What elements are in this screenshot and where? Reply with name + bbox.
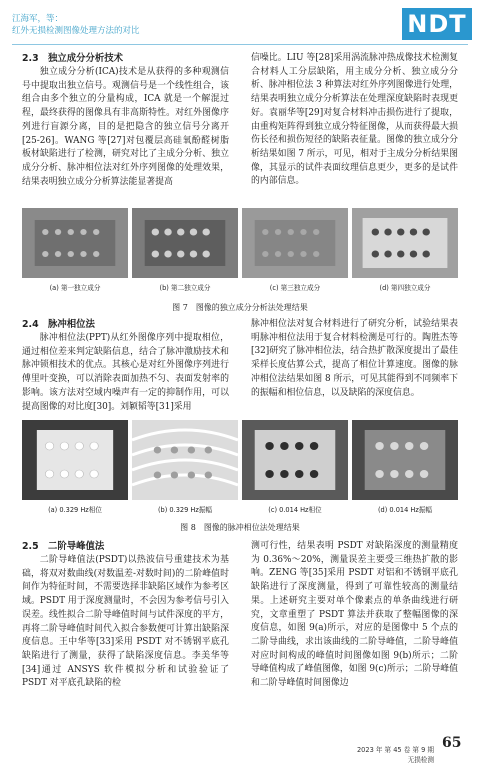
paragraph: 独立成分分析(ICA)技术是从获得的多种观测信号中提取出独立信号。观测信号是一个线性组合，该组合由多个独立的分量构成，ICA 就是一个解混过程，最终获得的图像具有非高斯特性。对红外图像序列进行盲源分离，目的是把隐含的独立信号分离开[25-26]。WANG 等[27]对包覆层高硅氧酚醛树脂板材缺陷进行了检测，研究对比了主成分分析、独立成分分析、脉冲相位法对红外序列图像的处理效果，结果表明独立成分分析算法能显著提高 [22,67,229,187]
pulse-phase-image [242,420,348,500]
figure-7-panel-c [242,208,348,292]
section-2-5-left-column [22,540,229,691]
journal-logo: NDT [402,8,472,40]
section-heading: 2.3 独立成分分析技术 [22,53,123,64]
caption-number: 图 8 [180,523,196,532]
figure-7 [22,208,458,292]
figure-8-panel-c [242,420,348,514]
panel-label: (b) 0.329 Hz振幅 [157,506,212,514]
figure-8-panel-b [132,420,238,514]
panel-label: (a) 第一独立成分 [49,284,101,292]
paragraph: 二阶导峰值法(PSDT)以热波信号重建技术为基础，将双对数曲线(对数温差-对数时间)的二阶峰值时间作为特征时间，不需要选择非缺陷区域作为参考区域。PSDT 用于深度测量时，不会因为参考信号引入误差。线性拟合二阶导峰值时间与试件深度的平方，再将二阶导峰值时间代入拟合参数便可计算出缺陷深度信息。王中华等[33]采用 PSDT 对不锈钢平底孔缺陷进行了测量，获得了缺陷深度信息。李美华等[34]通过 ANSYS 软件模拟分析和试验验证了 PSDT 对平底孔缺陷的检 [22,555,229,689]
figure-8-panel-d [352,420,458,514]
page-number: 65 [442,735,462,751]
journal-name: 无损检测 [407,756,434,764]
section-2-3-left-column [22,52,229,189]
running-header-title: 红外无损检测图像处理方法的对比 [12,26,140,36]
caption-text: 图像的脉冲相位法处理结果 [203,523,300,532]
section-heading: 2.5 二阶导峰值法 [22,541,105,552]
panel-label: (d) 0.014 Hz振幅 [377,506,432,514]
caption-number: 图 7 [172,303,188,312]
section-2-4-left-column [22,318,229,414]
panel-label: (c) 0.014 Hz相位 [268,506,322,514]
panel-label: (c) 第三独立成分 [269,284,321,292]
paragraph: 脉冲相位法(PPT)从红外图像序列中提取相位，通过相位差来判定缺陷信息，结合了脉冲激励技术和脉冲锁相技术的优点。其核心是对红外图像序列进行傅里叶变换，可以消除表面加热不匀、表面发射率的影响。该方法对空域内噪声有一定的抑制作用，可以提高图像的对比度[30]。刘颖韬等[31]采用 [22,333,229,412]
panel-label: (a) 0.329 Hz相位 [48,506,102,514]
section-2-3-right-column [251,52,458,189]
figure-8-caption [0,522,480,533]
section-2-4-right-column [251,318,458,400]
figure-7-panel-d [352,208,458,292]
figure-7-caption [0,302,480,313]
figure-8 [22,420,458,514]
paragraph: 测可行性，结果表明 PSDT 对缺陷深度的测量精度为 0.36%～20%，测量误差主要受三维热扩散的影响。ZENG 等[35]采用 PSDT 对铝和不锈钢平底孔缺陷进行了深度测量，得到了可靠性较高的测量结果。上述研究主要对单个像素点的单条曲线进行研究，文章重塑了 PSDT 算法并获取了整幅图像的深度信息，如图 9(a)所示，对应的是图像中 5 个点的二阶导曲线，求出该曲线的二阶导峰值，二阶导峰值对应时间构成的峰值时间图像如图 9(b)所示；二阶导峰值构成了峰值图像，如图 9(c)所示；二阶导峰值和二阶导峰值时间图像边 [251,541,458,689]
figure-7-panel-a [22,208,128,292]
running-header-authors: 江海军，等： [12,14,64,24]
section-2-5-right-column [251,540,458,691]
paragraph: 脉冲相位法对复合材料进行了研究分析，试验结果表明脉冲相位法用于复合材料检测是可行的。陶胜杰等[32]研究了脉冲相位法，结合热扩散深度提出了最佳采样长度估算公式，提高了相位计算速度。图像的脉冲相位法结果如图 8 所示，可见其能得到不同频率下的振幅和相位信息，以及缺陷的深度信息。 [251,319,458,398]
pulse-phase-image [22,420,128,500]
journal-issue: 2023 年 第 45 卷 第 9 期 [356,746,434,754]
panel-label: (b) 第二独立成分 [159,284,211,292]
header-divider [12,44,468,45]
panel-label: (d) 第四独立成分 [379,284,431,292]
pulse-amplitude-image [352,420,458,500]
figure-7-panel-b [132,208,238,292]
pulse-amplitude-image [132,420,238,500]
caption-text: 图像的独立成分分析法处理结果 [195,303,308,312]
ica-component-image [132,208,238,278]
section-heading: 2.4 脉冲相位法 [22,319,95,330]
paragraph: 信噪比。LIU 等[28]采用涡流脉冲热成像技术检测复合材料人工分层缺陷，用主成分分析、独立成分分析、脉冲相位法 3 种算法对红外序列图像进行处理，结果表明独立成分分析算法在处理深度缺陷时表现更好。袁丽华等[29]对复合材料冲击损伤进行了提取，由重构矩阵得到独立成分特征图像，从而获得最大损伤长径和损伤短径的缺陷表征量。图像的独立成分分析结果如图 7 所示，可见，相对于主成分分析结果图像，其显示的试件表面纹理信息更少，更多的是试件的内部信息。 [251,53,458,187]
ica-component-image [242,208,348,278]
ica-component-image [22,208,128,278]
figure-8-panel-a [22,420,128,514]
ica-component-image [352,208,458,278]
